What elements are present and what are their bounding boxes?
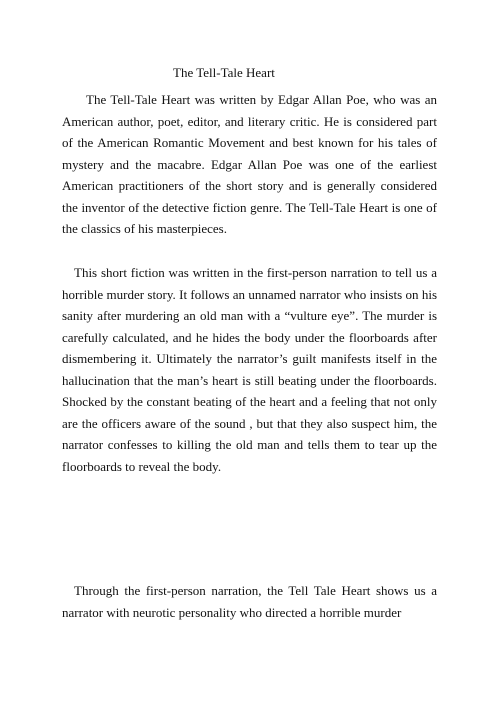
paragraph-3: Through the first-person narration, the Tell Tale Heart shows us a narrator with neurotic personality who directed a horrible murder	[62, 583, 437, 620]
paragraph-1: The Tell-Tale Heart was written by Edgar Allan Poe, who was an American author, poet, editor, and literary critic. He is considered part of the American Romantic Movement and best known for his tales of mystery and the macabre. Edgar Allan Poe was one of the earliest American practitioners of the short story and is generally considered the inventor of the detective fiction genre. The Tell-Tale Heart is one of the classics of his masterpieces.	[62, 92, 437, 236]
paragraph-2: This short fiction was written in the first-person narration to tell us a horrible murder story. It follows an unnamed narrator who insists on his sanity after murdering an old man with a “vulture eye”. The murder is carefully calculated, and he hides the body under the floorboards after dismembering it. Ultimately the narrator’s guilt manifests itself in the hallucination that the man’s heart is still beating under the floorboards. Shocked by the constant beating of the heart and a feeling that not only are the officers aware of the sound , but that they also suspect him, the narrator confesses to killing the old man and tells them to tear up the floorboards to reveal the body.	[62, 265, 437, 474]
document-title: The Tell-Tale Heart	[173, 65, 275, 80]
